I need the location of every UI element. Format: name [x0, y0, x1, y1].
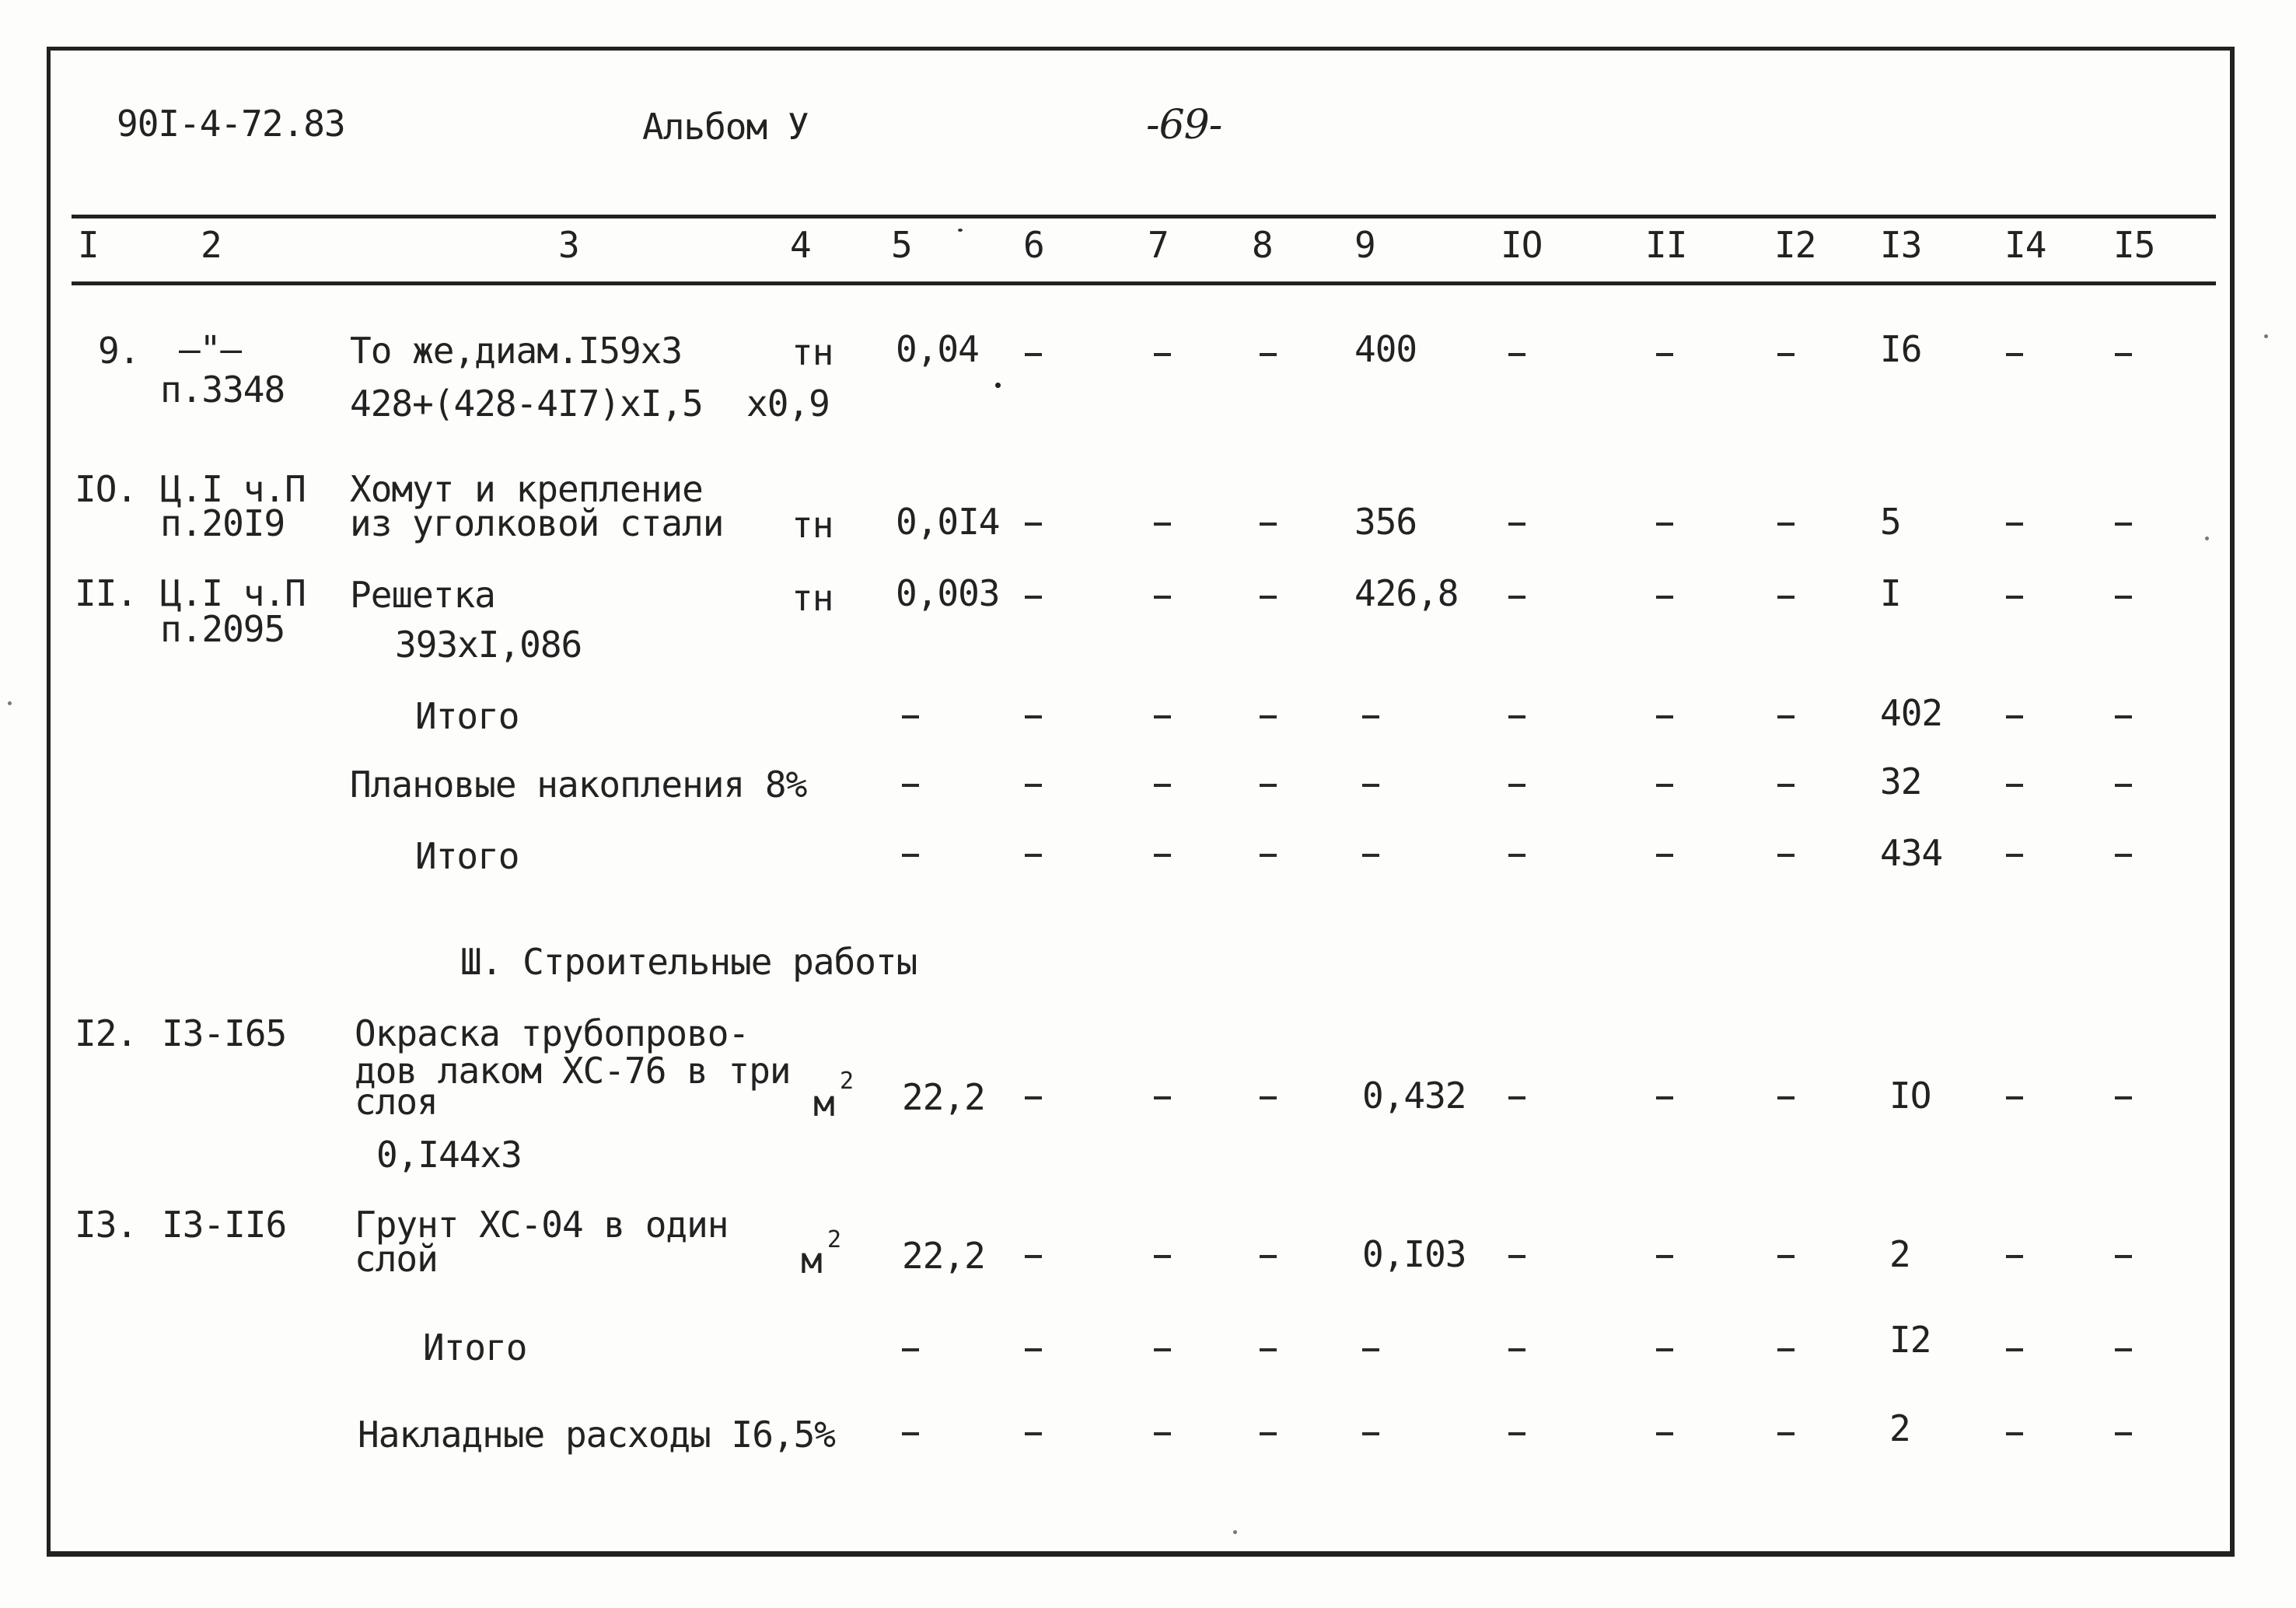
col-header-15: I5: [2113, 224, 2155, 266]
header-rule-bottom: [72, 281, 2216, 285]
row-col13: 402: [1880, 692, 1943, 734]
empty-cell-dash: [2006, 1096, 2023, 1099]
row-description: То же,диам.I59х3: [350, 330, 683, 372]
col-header-3: 3: [558, 224, 579, 266]
empty-cell-dash: [2115, 715, 2132, 718]
empty-cell-dash: [1656, 523, 1673, 526]
empty-cell-dash: [1260, 1348, 1277, 1351]
empty-cell-dash: [2115, 1348, 2132, 1351]
empty-cell-dash: [1508, 784, 1525, 787]
empty-cell-dash: [902, 1432, 919, 1435]
row-ref: I3-II6: [162, 1204, 287, 1246]
empty-cell-dash: [1260, 523, 1277, 526]
empty-cell-dash: [1260, 715, 1277, 718]
row-ref: п.20I9: [160, 502, 285, 544]
col-header-14: I4: [2004, 224, 2046, 266]
empty-cell-dash: [2006, 715, 2023, 718]
album-label: Альбом У: [642, 106, 809, 148]
empty-cell-dash: [2006, 784, 2023, 787]
row-col5: 0,0I4: [896, 501, 1000, 543]
row-description: Окраска трубопрово-: [355, 1012, 750, 1054]
row-number: I3.: [75, 1204, 138, 1246]
empty-cell-dash: [1260, 784, 1277, 787]
row-label: Итого: [415, 695, 519, 737]
empty-cell-dash: [2115, 784, 2132, 787]
row-col5: 0,04: [896, 328, 979, 370]
scan-speck: [958, 229, 963, 232]
row-ref: п.3348: [160, 369, 285, 411]
empty-cell-dash: [1025, 1255, 1042, 1258]
empty-cell-dash: [1362, 1432, 1379, 1435]
row-col13: IO: [1889, 1075, 1931, 1117]
row-description: 0,I44х3: [376, 1134, 522, 1176]
empty-cell-dash: [1508, 1348, 1525, 1351]
row-description: слоя: [355, 1081, 438, 1123]
empty-cell-dash: [2006, 1432, 2023, 1435]
row-ref: I3-I65: [162, 1012, 287, 1054]
col-header-2: 2: [201, 224, 222, 266]
row-col9: 356: [1354, 501, 1417, 543]
empty-cell-dash: [1777, 784, 1795, 787]
empty-cell-dash: [2006, 1255, 2023, 1258]
empty-cell-dash: [1777, 596, 1795, 599]
empty-cell-dash: [1362, 784, 1379, 787]
empty-cell-dash: [1154, 784, 1171, 787]
row-label: Плановые накопления 8%: [350, 764, 807, 806]
empty-cell-dash: [2006, 596, 2023, 599]
row-ref: п.2095: [160, 608, 285, 650]
row-col13: 434: [1880, 832, 1943, 874]
row-col5: 22,2: [902, 1235, 985, 1277]
empty-cell-dash: [1154, 854, 1171, 857]
row-unit-extra: х0,9: [746, 383, 830, 425]
row-col13: I: [1880, 572, 1901, 614]
row-unit: м: [801, 1239, 822, 1281]
empty-cell-dash: [1777, 1432, 1795, 1435]
row-description: 428+(428-4I7)хI,5: [350, 383, 703, 425]
empty-cell-dash: [2115, 854, 2132, 857]
row-col5: 0,003: [896, 572, 1000, 614]
empty-cell-dash: [902, 715, 919, 718]
row-col9: 0,432: [1362, 1075, 1466, 1117]
empty-cell-dash: [1025, 1348, 1042, 1351]
empty-cell-dash: [1508, 854, 1525, 857]
row-description: 393хI,086: [395, 624, 582, 666]
row-label: Итого: [415, 835, 519, 877]
empty-cell-dash: [2115, 1096, 2132, 1099]
empty-cell-dash: [1508, 1096, 1525, 1099]
empty-cell-dash: [1777, 353, 1795, 356]
empty-cell-dash: [1508, 523, 1525, 526]
row-label: Итого: [423, 1327, 527, 1369]
row-col13: I2: [1889, 1319, 1931, 1361]
empty-cell-dash: [1025, 854, 1042, 857]
row-label: Накладные расходы I6,5%: [358, 1414, 835, 1456]
empty-cell-dash: [2115, 1255, 2132, 1258]
page-number: -69-: [1146, 102, 1222, 149]
header-rule-top: [72, 215, 2216, 218]
empty-cell-dash: [1154, 353, 1171, 356]
row-col13: 2: [1889, 1407, 1910, 1449]
empty-cell-dash: [1656, 353, 1673, 356]
empty-cell-dash: [1656, 784, 1673, 787]
row-description: слой: [355, 1238, 438, 1280]
row-col13: I6: [1880, 328, 1922, 370]
empty-cell-dash: [1508, 596, 1525, 599]
empty-cell-dash: [1260, 596, 1277, 599]
row-col9: 0,I03: [1362, 1233, 1466, 1275]
row-description: Решетка: [350, 574, 495, 616]
col-header-7: 7: [1148, 224, 1169, 266]
empty-cell-dash: [1656, 1348, 1673, 1351]
row-number: IO.: [75, 468, 138, 510]
row-number: II.: [75, 572, 138, 614]
empty-cell-dash: [1362, 1348, 1379, 1351]
col-header-1: I: [78, 224, 99, 266]
row-col5: 22,2: [902, 1076, 985, 1118]
empty-cell-dash: [1025, 715, 1042, 718]
scan-speck: [1233, 1530, 1237, 1534]
empty-cell-dash: [1025, 784, 1042, 787]
empty-cell-dash: [1777, 1348, 1795, 1351]
empty-cell-dash: [1154, 596, 1171, 599]
empty-cell-dash: [902, 854, 919, 857]
col-header-4: 4: [790, 224, 811, 266]
row-col13: 2: [1889, 1233, 1910, 1275]
scan-speck: [995, 383, 1001, 388]
empty-cell-dash: [1362, 854, 1379, 857]
row-description: дов лаком ХС-76 в три: [355, 1050, 791, 1092]
empty-cell-dash: [1777, 854, 1795, 857]
empty-cell-dash: [1154, 523, 1171, 526]
empty-cell-dash: [1777, 1096, 1795, 1099]
row-description: из уголковой стали: [350, 502, 724, 544]
empty-cell-dash: [1656, 715, 1673, 718]
empty-cell-dash: [1260, 854, 1277, 857]
empty-cell-dash: [1154, 1432, 1171, 1435]
section-heading: Ш. Строительные работы: [460, 941, 917, 983]
empty-cell-dash: [1154, 1096, 1171, 1099]
doc-number: 90I-4-72.83: [117, 103, 345, 145]
col-header-12: I2: [1774, 224, 1816, 266]
col-header-11: II: [1645, 224, 1687, 266]
empty-cell-dash: [2115, 596, 2132, 599]
empty-cell-dash: [1656, 1255, 1673, 1258]
row-col9: 426,8: [1354, 572, 1459, 614]
empty-cell-dash: [1025, 523, 1042, 526]
empty-cell-dash: [1508, 1255, 1525, 1258]
empty-cell-dash: [1025, 353, 1042, 356]
row-ref: Ц.I ч.П: [160, 468, 306, 510]
row-unit: тн: [792, 331, 833, 373]
empty-cell-dash: [1260, 1432, 1277, 1435]
empty-cell-dash: [2115, 353, 2132, 356]
empty-cell-dash: [1260, 353, 1277, 356]
col-header-9: 9: [1354, 224, 1375, 266]
empty-cell-dash: [1260, 1096, 1277, 1099]
empty-cell-dash: [2006, 1348, 2023, 1351]
row-description: Хомут и крепление: [350, 468, 703, 510]
empty-cell-dash: [1025, 1096, 1042, 1099]
row-number: 9.: [98, 330, 140, 372]
empty-cell-dash: [2115, 523, 2132, 526]
empty-cell-dash: [1777, 523, 1795, 526]
empty-cell-dash: [2006, 854, 2023, 857]
empty-cell-dash: [1260, 1255, 1277, 1258]
empty-cell-dash: [902, 784, 919, 787]
col-header-6: 6: [1023, 224, 1044, 266]
empty-cell-dash: [1656, 596, 1673, 599]
col-header-13: I3: [1880, 224, 1922, 266]
empty-cell-dash: [1508, 1432, 1525, 1435]
col-header-8: 8: [1252, 224, 1273, 266]
row-unit-superscript: 2: [827, 1226, 842, 1253]
empty-cell-dash: [1508, 715, 1525, 718]
empty-cell-dash: [2006, 523, 2023, 526]
empty-cell-dash: [1025, 596, 1042, 599]
row-ref: –"–: [179, 328, 242, 370]
row-col13: 32: [1880, 760, 1922, 802]
empty-cell-dash: [1025, 1432, 1042, 1435]
empty-cell-dash: [1777, 1255, 1795, 1258]
row-number: I2.: [75, 1012, 138, 1054]
empty-cell-dash: [2006, 353, 2023, 356]
row-col13: 5: [1880, 501, 1901, 543]
empty-cell-dash: [1656, 1096, 1673, 1099]
row-unit-superscript: 2: [840, 1068, 854, 1095]
empty-cell-dash: [1508, 353, 1525, 356]
empty-cell-dash: [1656, 854, 1673, 857]
row-unit: м: [813, 1082, 834, 1124]
row-ref: Ц.I ч.П: [160, 572, 306, 614]
empty-cell-dash: [1656, 1432, 1673, 1435]
col-header-10: IO: [1501, 224, 1543, 266]
empty-cell-dash: [1362, 715, 1379, 718]
empty-cell-dash: [1777, 715, 1795, 718]
empty-cell-dash: [1154, 1348, 1171, 1351]
empty-cell-dash: [902, 1348, 919, 1351]
empty-cell-dash: [2115, 1432, 2132, 1435]
scan-speck: [8, 701, 12, 705]
row-unit: тн: [792, 577, 833, 619]
row-unit: тн: [792, 504, 833, 546]
col-header-5: 5: [891, 224, 912, 266]
row-col9: 400: [1354, 328, 1417, 370]
empty-cell-dash: [1154, 715, 1171, 718]
scan-speck: [2205, 537, 2209, 540]
scan-speck: [2264, 334, 2268, 338]
row-description: Грунт ХС-04 в один: [355, 1204, 729, 1246]
empty-cell-dash: [1154, 1255, 1171, 1258]
